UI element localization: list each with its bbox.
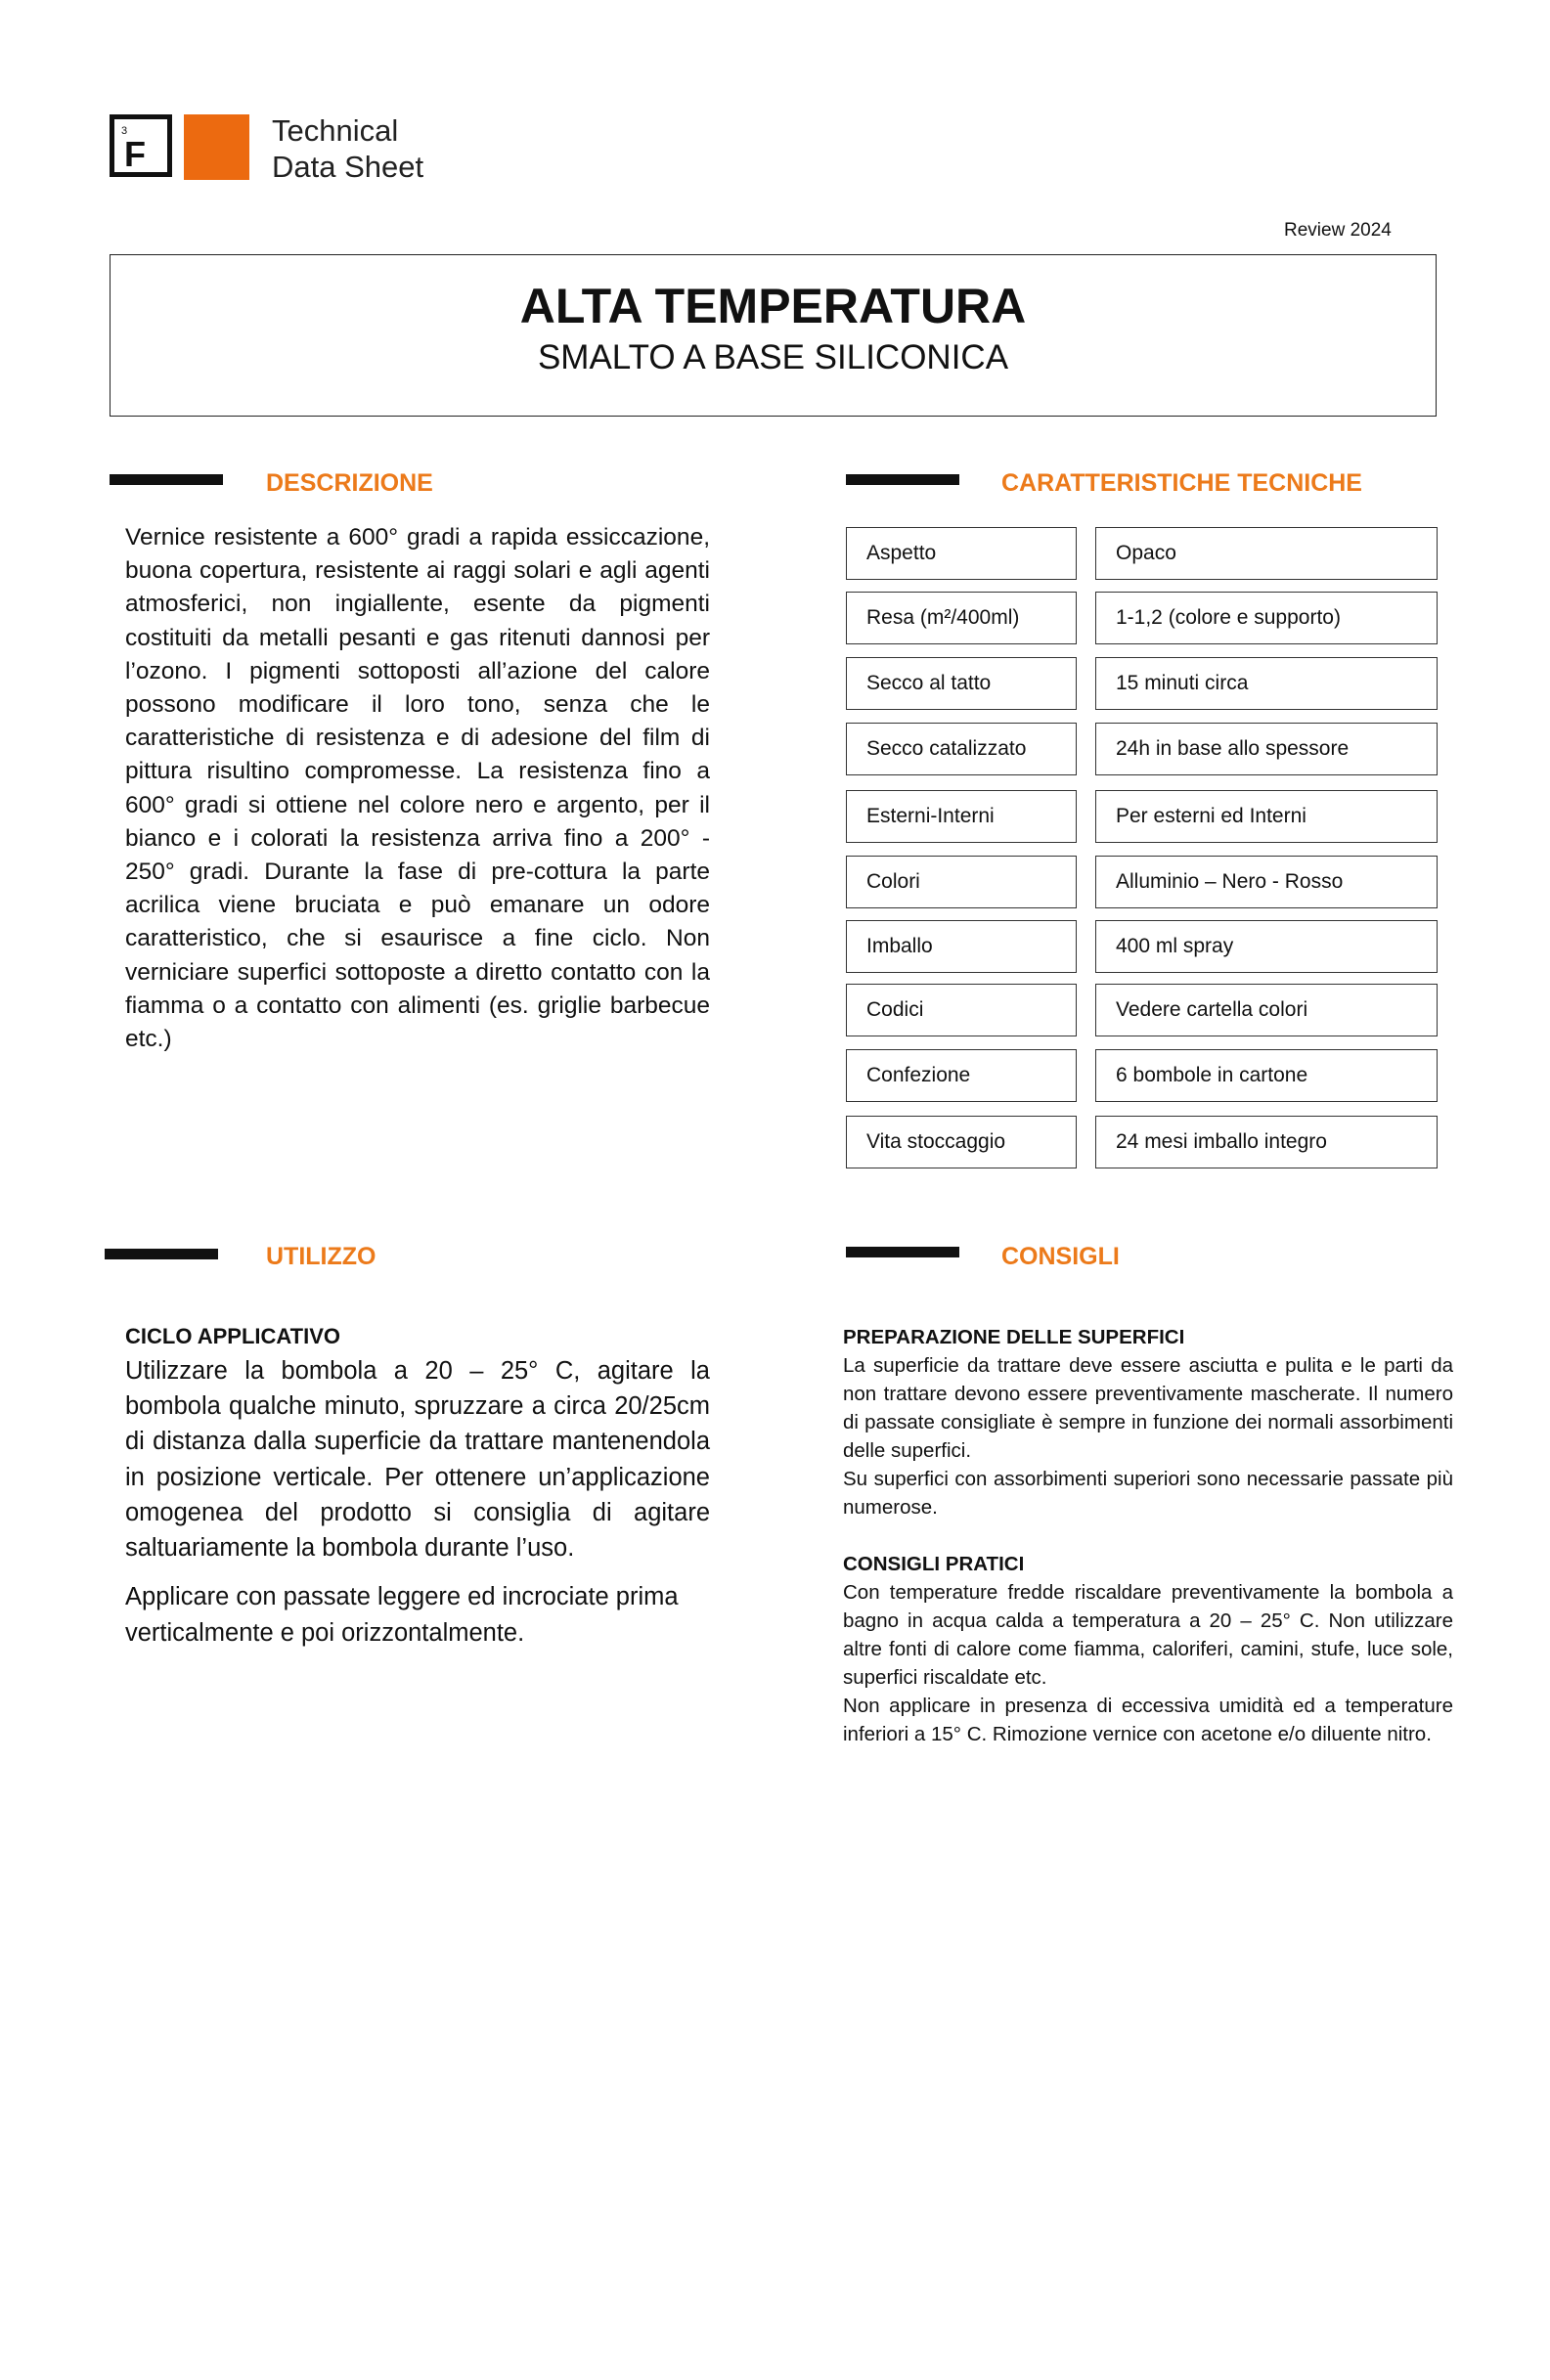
consigli-pratici-heading: CONSIGLI PRATICI	[843, 1553, 1025, 1575]
spec-key: Codici	[846, 984, 1077, 1036]
spec-value: 24 mesi imballo integro	[1095, 1116, 1438, 1168]
logo-orange-square	[184, 114, 249, 180]
spec-value: Per esterni ed Interni	[1095, 790, 1438, 843]
consigli-bar	[846, 1247, 959, 1257]
preparazione-text-2: Su superfici con assorbimenti superiori sono necessarie passate più numerose.	[843, 1468, 1453, 1519]
consigli-pratici-text-1: Con temperature fredde riscaldare preventivamente la bombola a bagno in acqua calda a temperatura a 20 – 25° C. Non utilizzare altre fonti di calore come fiamma, caloriferi, camini, stufe, luce sole, superfici riscaldate etc.	[843, 1581, 1453, 1689]
spec-value: Vedere cartella colori	[1095, 984, 1438, 1036]
preparazione-text-1: La superficie da trattare deve essere asciutta e pulita e le parti da non trattare devono essere preventivamente mascherate. Il numero di passate consigliate è sempre in funzione dei normali assorbimenti delle superfici.	[843, 1354, 1453, 1462]
spec-value: 400 ml spray	[1095, 920, 1438, 973]
spec-key: Imballo	[846, 920, 1077, 973]
spec-row	[846, 920, 1438, 973]
consigli-pratici-text-2: Non applicare in presenza di eccessiva umidità ed a temperature inferiori a 15° C. Rimozione vernice con acetone e/o diluente nitro.	[843, 1695, 1453, 1745]
spec-key: Vita stoccaggio	[846, 1116, 1077, 1168]
preparazione-heading: PREPARAZIONE DELLE SUPERFICI	[843, 1326, 1185, 1348]
caratteristiche-heading: CARATTERISTICHE TECNICHE	[1001, 469, 1362, 497]
descrizione-heading: DESCRIZIONE	[266, 469, 433, 497]
consigli-content	[843, 1323, 1453, 1748]
spec-value: Opaco	[1095, 527, 1438, 580]
caratteristiche-bar	[846, 474, 959, 485]
ciclo-applicativo-heading: CICLO APPLICATIVO	[125, 1324, 340, 1348]
spec-key: Resa (m²/400ml)	[846, 592, 1077, 644]
review-label: Review 2024	[1284, 220, 1392, 241]
spec-row	[846, 592, 1438, 644]
spec-row	[846, 1116, 1438, 1168]
logo-letter: F	[124, 134, 146, 174]
spec-value: Alluminio – Nero - Rosso	[1095, 856, 1438, 908]
spec-key: Esterni-Interni	[846, 790, 1077, 843]
spec-row	[846, 1049, 1438, 1102]
spec-row	[846, 657, 1438, 710]
spec-key: Aspetto	[846, 527, 1077, 580]
spec-row	[846, 790, 1438, 843]
logo-mark	[110, 114, 172, 177]
logo-text-line1: Technical	[272, 113, 399, 148]
title-box	[110, 254, 1437, 417]
descrizione-bar	[110, 474, 223, 485]
spec-row	[846, 723, 1438, 775]
logo-number: 3	[121, 125, 128, 137]
spec-row	[846, 527, 1438, 580]
spec-key: Confezione	[846, 1049, 1077, 1102]
spec-key: Colori	[846, 856, 1077, 908]
descrizione-text: Vernice resistente a 600° gradi a rapida essiccazione, buona copertura, resistente ai raggi solari e agli agenti atmosferici, non ingiallente, esente da pigmenti costituiti da metalli pesanti e gas ritenuti dannosi per l’ozono. I pigmenti sottoposti all’azione del calore possono modificare il loro tono, senza che le caratteristiche di resistenza e di adesione del film di pittura risultino compromesse. La resistenza fino a 600° gradi si ottiene nel colore nero e argento, per il bianco e i colorati la resistenza arriva fino a 200° - 250° gradi. Durante la fase di pre-cottura la parte acrilica viene bruciata e può emanare un odore caratteristico, che si esaurisce a fine ciclo. Non verniciare superfici sottoposte a diretto contatto con la fiamma o a contatto con alimenti (es. griglie barbecue etc.)	[125, 524, 710, 1053]
spec-value: 15 minuti circa	[1095, 657, 1438, 710]
utilizzo-bar	[105, 1249, 218, 1259]
page-title: ALTA TEMPERATURA	[519, 279, 1027, 333]
logo-text	[272, 112, 423, 185]
utilizzo-heading: UTILIZZO	[266, 1243, 376, 1270]
utilizzo-content	[125, 1322, 710, 1652]
spec-key: Secco al tatto	[846, 657, 1077, 710]
logo-text-line2: Data Sheet	[272, 150, 424, 184]
spec-value: 6 bombole in cartone	[1095, 1049, 1438, 1102]
consigli-heading: CONSIGLI	[1001, 1243, 1120, 1270]
page-subtitle: SMALTO A BASE SILICONICA	[537, 338, 1009, 376]
spec-row	[846, 984, 1438, 1036]
utilizzo-text-1: Utilizzare la bombola a 20 – 25° C, agitare la bombola qualche minuto, spruzzare a circa 20/25cm di distanza dalla superficie da trattare mantenendola in posizione verticale. Per ottenere un’applicazione omogenea del prodotto si consiglia di agitare saltuariamente la bombola durante l’uso.	[125, 1357, 710, 1563]
spec-key: Secco catalizzato	[846, 723, 1077, 775]
spec-value: 1-1,2 (colore e supporto)	[1095, 592, 1438, 644]
spec-value: 24h in base allo spessore	[1095, 723, 1438, 775]
utilizzo-text-2: Applicare con passate leggere ed incrociate prima verticalmente e poi orizzontalmente.	[125, 1583, 679, 1648]
spec-row	[846, 856, 1438, 908]
